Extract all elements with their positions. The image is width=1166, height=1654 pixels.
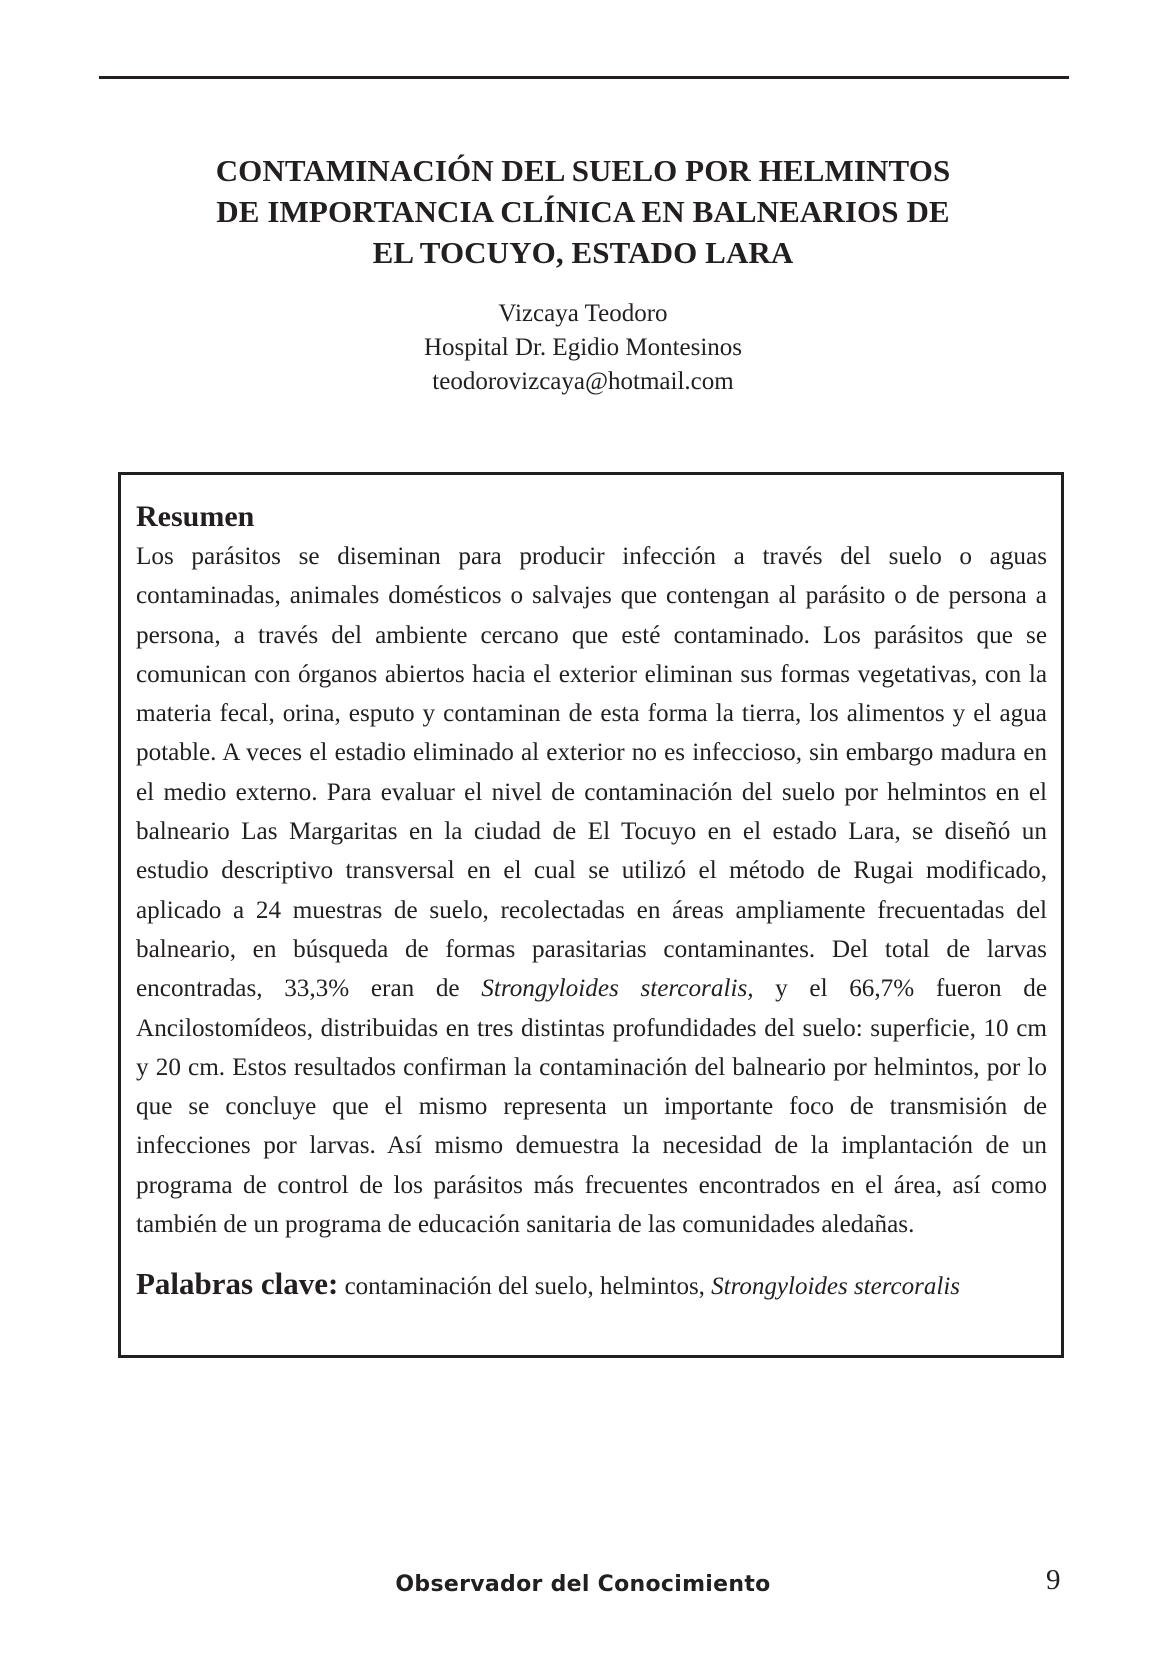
keywords: [136, 1264, 1047, 1307]
keywords-species-italic: Strongyloides stercoralis: [711, 1273, 960, 1301]
abstract-box: [118, 472, 1064, 1358]
abstract-heading: Resumen: [136, 500, 255, 533]
top-rule: [99, 76, 1069, 79]
abstract-text-part-2: y el 66,7% fueron de Ancilostomídeos, distribuidas en tres distintas profundidades del suelo: superficie, 10 cm y 20 cm. Estos resultados confirman la contaminación del balneario por helmintos, por lo que se concluye que el mismo representa un importante foco de transmisión de infecciones por larvas. Así mismo demuestra la necesidad de la implantación de un programa de control de los parásitos más frecuentes encontrados en el área, así como también de un programa de educación sanitaria de las comunidades aledañas.: [136, 975, 1048, 1239]
author-block: [100, 297, 1066, 399]
author-name: Vizcaya Teodoro: [498, 300, 668, 327]
article-title: [100, 150, 1066, 273]
title-line-1: CONTAMINACIÓN DEL SUELO POR HELMINTOS: [215, 153, 951, 188]
author-affiliation: Hospital Dr. Egidio Montesinos: [423, 334, 743, 361]
keywords-text: contaminación del suelo, helmintos,: [338, 1273, 712, 1301]
author-email: teodorovizcaya@hotmail.com: [432, 368, 734, 395]
abstract-species-italic: Strongyloides stercoralis,: [481, 975, 754, 1003]
page-number: 9: [1046, 1564, 1061, 1596]
keywords-label: Palabras clave:: [136, 1266, 339, 1302]
title-line-3: EL TOCUYO, ESTADO LARA: [372, 235, 794, 270]
footer-journal-name: Observador del Conocimiento: [395, 1572, 771, 1597]
abstract-text-part-1: Los parásitos se diseminan para producir infección a través del suelo o aguas contaminadas, animales domésticos o salvajes que contengan al parásito o de persona a persona, a través del ambiente cercano que esté contaminado. Los parásitos que se comunican con órganos abiertos hacia el exterior eliminan sus formas vegetativas, con la materia fecal, orina, esputo y contaminan de esta forma la tierra, los alimentos y el agua potable. A veces el estadio eliminado al exterior no es infeccioso, sin embargo madura en el medio externo. Para evaluar el nivel de contaminación del suelo por helmintos en el balneario Las Margaritas en la ciudad de El Tocuyo en el estado Lara, se diseñó un estudio descriptivo transversal en el cual se utilizó el método de Rugai modificado, aplicado a 24 muestras de suelo, recolectadas en áreas ampliamente frecuentadas del balneario, en búsqueda de formas parasitarias contaminantes. Del total de larvas encontradas, 33,3% eran de: [136, 543, 1047, 1003]
title-line-2: DE IMPORTANCIA CLÍNICA EN BALNEARIOS DE: [216, 194, 950, 229]
abstract-body: [136, 537, 1047, 1244]
